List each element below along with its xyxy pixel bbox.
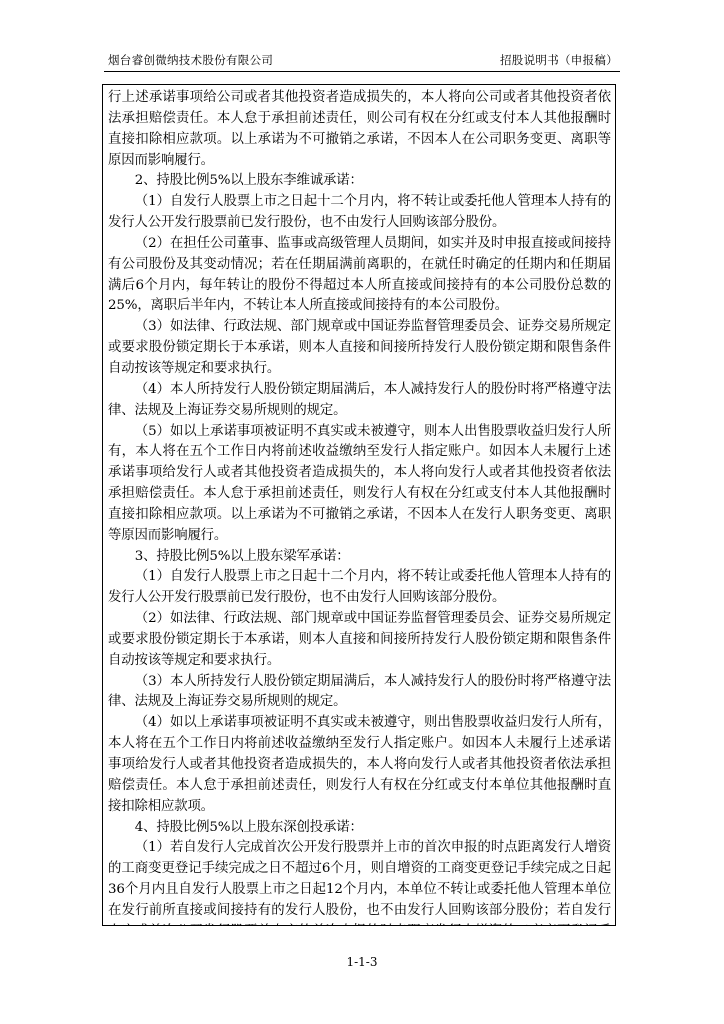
content-box (102, 84, 616, 926)
header-divider (104, 71, 620, 72)
paragraph-3-3: （3）本人所持发行人股份锁定期届满后，本人减持发行人的股份时将严格遵守法律、法规及上海证券交易所规则的规定。 (108, 673, 611, 710)
paragraph-3-1: （1）自发行人股票上市之日起十二个月内，将不转让或委托他人管理本人持有的发行人公开发行股票前已发行股份，也不由发行人回购该部分股份。 (108, 569, 611, 606)
paragraph-2-3: （3）如法律、行政法规、部门规章或中国证券监督管理委员会、证券交易所规定或要求股份锁定期长于本承诺，则本人直接和间接所持发行人股份锁定期和限售条件自动按该等规定和要求执行。 (108, 319, 611, 376)
paragraph-2-4: （4）本人所持发行人股份锁定期届满后，本人减持发行人的股份时将严格遵守法律、法规及上海证券交易所规则的规定。 (108, 381, 611, 418)
paragraph-2-2: （2）在担任公司董事、监事或高级管理人员期间，如实并及时申报直接或间接持有公司股份及其变动情况；若在任期届满前离职的，在就任时确定的任期内和任期届满后6个月内，每年转让的股份不得超过本人所直接或间接持有的本公司股份总数的25%，离职后半年内，不转让本人所直接或间接持有的本公司股份。 (108, 235, 611, 314)
header-document-title: 招股说明书（申报稿） (500, 53, 618, 67)
header-company-name: 烟台睿创微纳技术股份有限公司 (108, 53, 274, 67)
page-number: 1-1-3 (346, 955, 378, 969)
paragraph-3-2: （2）如法律、行政法规、部门规章或中国证券监督管理委员会、证券交易所规定或要求股份锁定期长于本承诺，则本人直接和间接所持发行人股份锁定期和限售条件自动按该等规定和要求执行。 (108, 611, 611, 668)
paragraph-3-4: （4）如以上承诺事项被证明不真实或未被遵守，则出售股票收益归发行人所有，本人将在五个工作日内将前述收益缴纳至发行人指定账户。如因本人未履行上述承诺事项给发行人或者其他投资者造成损失的，本人将向发行人或者其他投资者依法承担赔偿责任。本人怠于承担前述责任，则发行人有权在分红或支付本单位其他报酬时直接扣除相应款项。 (108, 715, 611, 814)
section-heading-3: 3、持股比例5%以上股东梁军承诺： (134, 548, 350, 564)
paragraph-2-1: （1）自发行人股票上市之日起十二个月内，将不转让或委托他人管理本人持有的发行人公开发行股票前已发行股份，也不由发行人回购该部分股份。 (108, 194, 611, 231)
section-heading-4: 4、持股比例5%以上股东深创投承诺： (134, 819, 363, 835)
paragraph-4-1: （1）若自发行人完成首次公开发行股票并上市的首次申报的时点距离发行人增资的工商变更登记手续完成之日不超过6个月，则自增资的工商变更登记手续完成之日起36个月内且自发行人股票上市之日起12个月内，本单位不转让或委托他人管理本单位在发行前所直接或间接持有的发行人股份，也不由发行人回购该部分股份；若自发行 (108, 840, 611, 918)
section-heading-2: 2、持股比例5%以上股东李维诚承诺： (134, 173, 363, 189)
paragraph-2-5: （5）如以上承诺事项被证明不真实或未被遵守，则本人出售股票收益归发行人所有，本人将在五个工作日内将前述收益缴纳至发行人指定账户。如因本人未履行上述承诺事项给发行人或者其他投资者造成损失的，本人将向发行人或者其他投资者依法承担赔偿责任。本人怠于承担前述责任，则发行人有权在分红或支付本人其他报酬时直接扣除相应款项。以上承诺为不可撤销之承诺，不因本人在发行人职务变更、离职等原因而影响履行。 (108, 423, 611, 543)
paragraph-0: 行上述承诺事项给公司或者其他投资者造成损失的，本人将向公司或者其他投资者依法承担赔偿责任。本人怠于承担前述责任，则公司有权在分红或支付本人其他报酬时直接扣除相应款项。以上承诺为不可撤销之承诺，不因本人在公司职务变更、离职等原因而影响履行。 (108, 90, 611, 168)
